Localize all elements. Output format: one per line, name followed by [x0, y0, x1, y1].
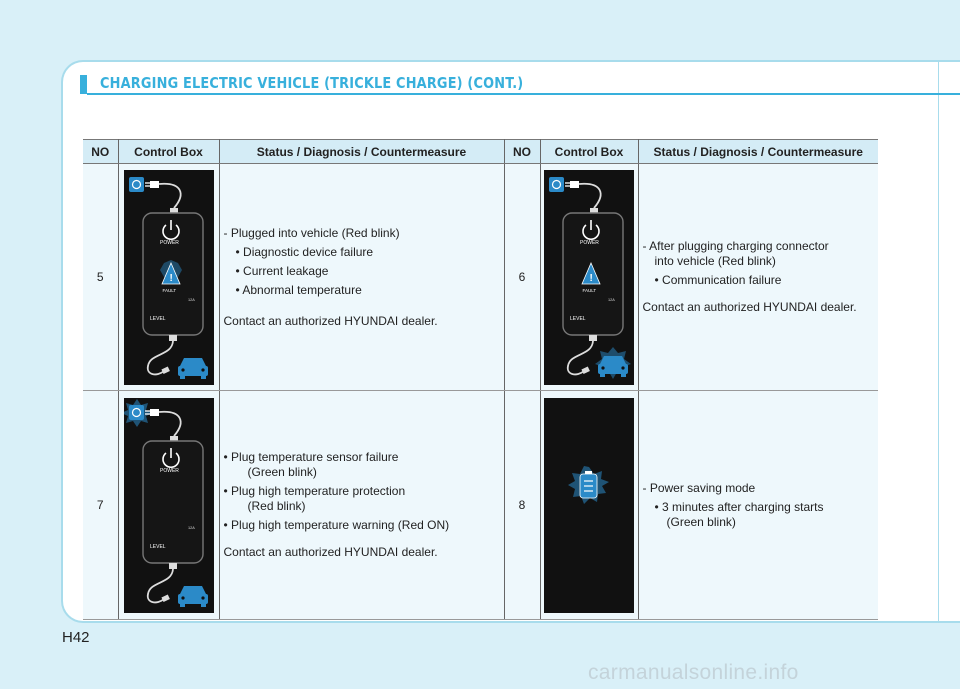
control-box-cell — [118, 391, 219, 620]
countermeasure-text: Contact an authorized HYUNDAI dealer. — [642, 300, 857, 314]
item-number: 7 — [83, 391, 118, 620]
status-cell — [219, 164, 504, 391]
status-line: (Green blink) — [666, 514, 736, 529]
plug-icon — [570, 181, 579, 188]
control-box-cell — [118, 164, 219, 391]
car-icon — [178, 358, 208, 379]
fault-label: FAULT — [162, 287, 176, 293]
diagnosis-table — [83, 139, 878, 620]
status-line: (Green blink) — [247, 465, 317, 479]
status-line: • Current leakage — [235, 263, 329, 278]
power-label: POWER — [159, 467, 179, 474]
status-line: (Red blink) — [247, 499, 306, 513]
outlet-indicator-icon — [549, 177, 564, 192]
power-label: POWER — [580, 239, 599, 246]
item-number: 6 — [504, 164, 540, 391]
power-label: POWER — [159, 239, 179, 246]
level-label: LEVEL — [570, 315, 586, 322]
control-box-communication-illustration — [544, 170, 634, 385]
control-box-plug-temperature-illustration — [124, 398, 214, 613]
title-accent-bar — [80, 75, 87, 94]
item-number: 5 — [83, 164, 118, 391]
control-box-fault-illustration — [124, 170, 214, 385]
fault-label: FAULT — [582, 287, 597, 293]
amp-label: 12A — [608, 297, 615, 302]
col-header-no: NO — [504, 140, 540, 164]
page-number: H42 — [62, 629, 90, 646]
plug-icon — [150, 181, 159, 188]
outlet-indicator-icon — [129, 177, 144, 192]
status-line: • Communication failure — [654, 273, 782, 287]
col-header-control-box: Control Box — [118, 140, 219, 164]
table-row — [83, 391, 878, 620]
status-cell — [638, 391, 878, 620]
status-line: • Plug high temperature protection — [223, 484, 406, 498]
level-label: LEVEL — [149, 543, 166, 550]
title-underline — [87, 93, 960, 95]
status-cell — [638, 164, 878, 391]
section-title: CHARGING ELECTRIC VEHICLE (TRICKLE CHARGE) (CONT.) — [100, 74, 524, 92]
col-header-status: Status / Diagnosis / Countermeasure — [219, 140, 504, 164]
countermeasure-text: Contact an authorized HYUNDAI dealer. — [223, 313, 438, 328]
car-icon — [598, 356, 628, 377]
power-saving-illustration — [544, 398, 634, 613]
countermeasure-text: Contact an authorized HYUNDAI dealer. — [223, 545, 438, 559]
car-icon — [178, 586, 208, 607]
status-line: into vehicle (Red blink) — [654, 254, 776, 268]
col-header-control-box: Control Box — [540, 140, 638, 164]
plug-icon — [150, 409, 159, 416]
status-line: • Plug temperature sensor failure — [223, 450, 399, 464]
table-header-row — [83, 140, 878, 164]
svg-text:!: ! — [169, 272, 173, 284]
table-row — [83, 164, 878, 391]
status-line: - Power saving mode — [642, 480, 756, 495]
status-line: • Plug high temperature warning (Red ON) — [223, 518, 450, 532]
svg-text:!: ! — [589, 272, 593, 284]
control-box-cell — [540, 391, 638, 620]
col-header-status: Status / Diagnosis / Countermeasure — [638, 140, 878, 164]
status-line: • Abnormal temperature — [235, 282, 362, 297]
amp-label: 12A — [187, 525, 195, 530]
panel-rule — [938, 60, 939, 623]
outlet-indicator-icon — [129, 405, 144, 420]
item-number: 8 — [504, 391, 540, 620]
level-label: LEVEL — [149, 315, 166, 322]
amp-label: 12A — [187, 297, 195, 302]
status-line: • 3 minutes after charging starts — [654, 499, 824, 514]
control-box-cell — [540, 164, 638, 391]
status-cell — [219, 391, 504, 620]
col-header-no: NO — [83, 140, 118, 164]
status-line: - Plugged into vehicle (Red blink) — [223, 225, 400, 240]
status-line: • Diagnostic device failure — [235, 244, 374, 259]
status-line: - After plugging charging connector — [642, 239, 829, 253]
footer-watermark: carmanualsonline.info — [588, 661, 799, 684]
